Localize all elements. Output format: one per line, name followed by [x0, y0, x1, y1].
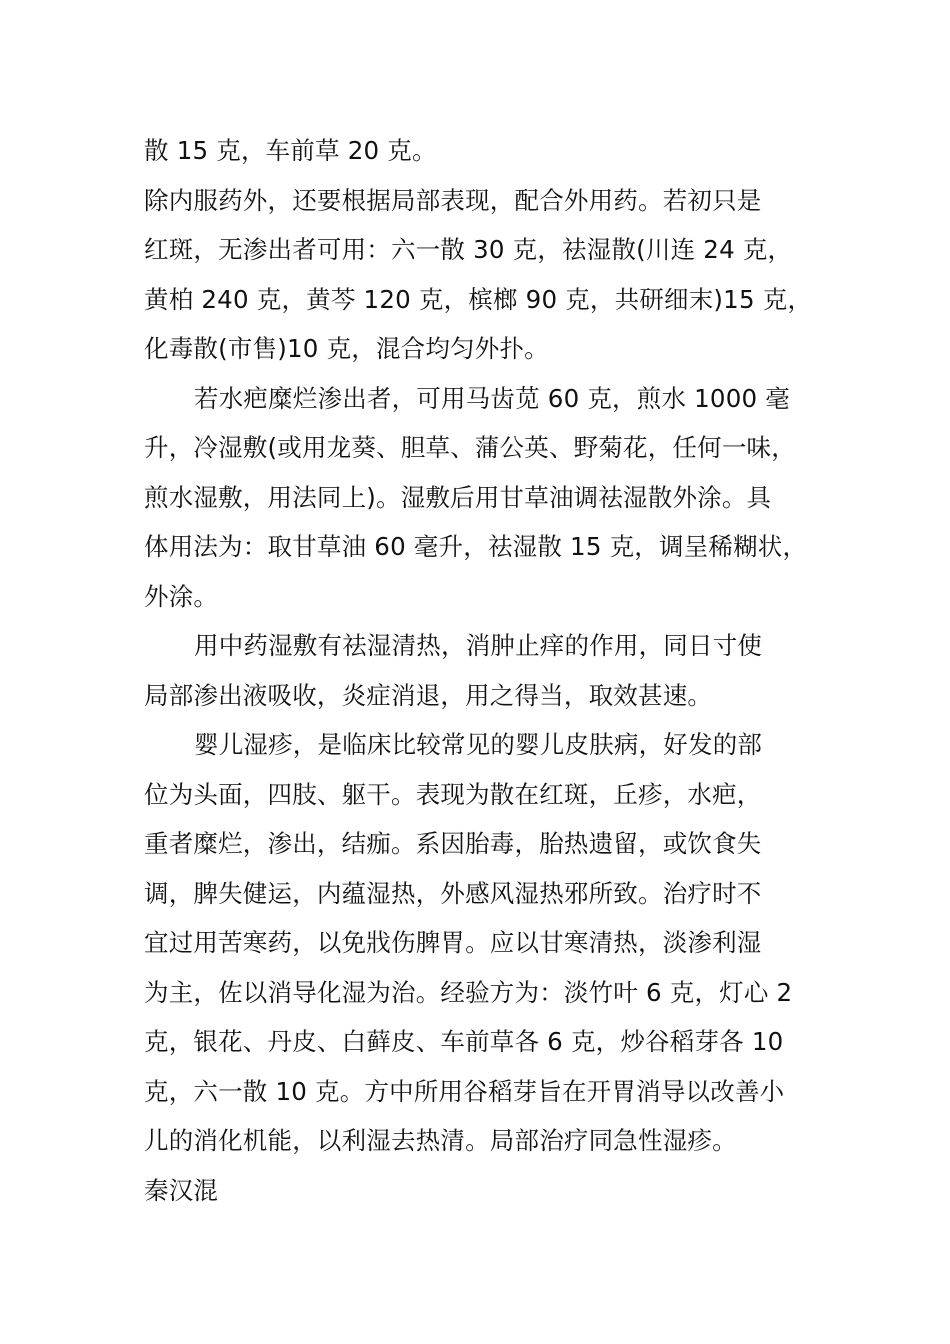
text-line: 外涂。 [144, 581, 219, 611]
text-line: 煎水湿敷，用法同上)。湿敷后用甘草油调祛湿散外涂。具 [144, 482, 772, 512]
text-line: 红斑，无渗出者可用：六一散 30 克，祛湿散(川连 24 克， [144, 235, 793, 264]
document-body [144, 126, 814, 1215]
text-line: 若水疤糜烂渗出者，可用马齿苋 60 克，煎水 1000 毫 [194, 383, 790, 413]
text-line: 局部渗出液吸收，炎症消退，用之得当，取效甚速。 [144, 680, 713, 710]
text-line: 化毒散(市售)10 克，混合均匀外扑。 [144, 334, 549, 363]
text-line: 用中药湿敷有祛湿清热，消肿止痒的作用，同日寸使 [194, 631, 763, 660]
text-line: 重者糜烂，渗出，结痂。系因胎毒，胎热遗留，或饮食失 [144, 829, 762, 858]
text-line: 克，六一散 10 克。方中所用谷稻芽旨在开胃消导以改善小 [144, 1076, 785, 1106]
text-line: 体用法为：取甘草油 60 毫升，祛湿散 15 克，调呈稀糊状， [144, 532, 808, 561]
text-line: 升，冷湿敷(或用龙葵、胆草、蒲公英、野菊花，任何一味， [144, 433, 796, 462]
text-line: 调，脾失健运，内蕴湿热，外感风湿热邪所致。治疗时不 [144, 878, 762, 908]
text-line: 克，银花、丹皮、白藓皮、车前草各 6 克，炒谷稻芽各 10 [144, 1027, 784, 1056]
text-line: 黄柏 240 克，黄芩 120 克，槟榔 90 克，共研细末)15 克， [144, 284, 813, 314]
text-line: 为主，佐以消导化湿为治。经验方为：淡竹叶 6 克，灯心 2 [144, 977, 793, 1007]
text-line: 散 15 克，车前草 20 克。 [144, 136, 437, 165]
text-line: 宜过用苦寒药，以免戕伤脾胃。应以甘寒清热，淡渗利湿 [144, 928, 762, 957]
text-line: 婴儿湿疹，是临床比较常见的婴儿皮肤病，好发的部 [194, 730, 763, 759]
text-line: 儿的消化机能，以利湿去热清。局部治疗同急性湿疹。 [144, 1126, 737, 1155]
text-line: 位为头面，四肢、躯干。表现为散在红斑，丘疹，水疤， [144, 779, 762, 809]
text-line: 除内服药外，还要根据局部表现，配合外用药。若初只是 [144, 185, 762, 215]
text-line: 秦汉混 [144, 1175, 219, 1205]
